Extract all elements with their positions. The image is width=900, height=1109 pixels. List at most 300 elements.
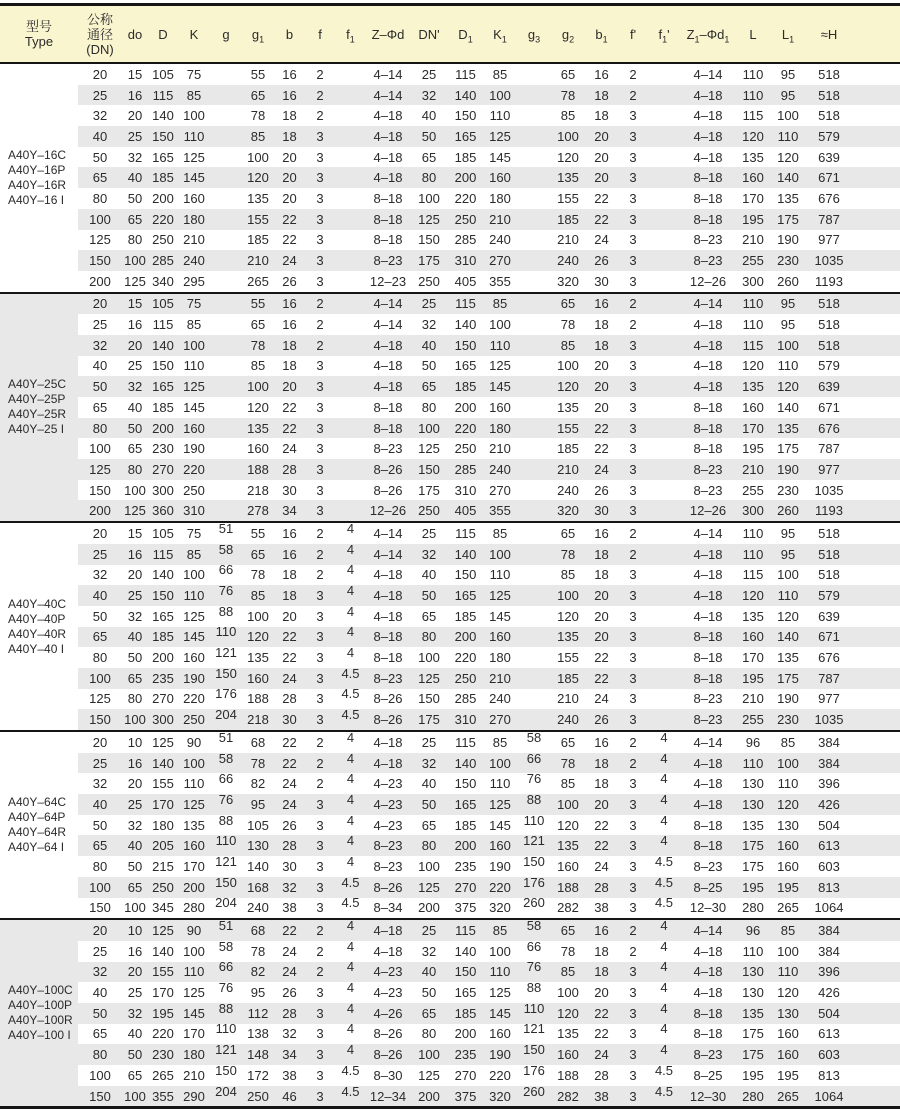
cell-f [305,438,335,459]
cell-f1-out [648,500,680,522]
cell-dn [78,167,122,188]
spacer-cell [852,647,900,668]
cell-l [736,356,770,377]
cell-value: 78 [250,567,266,583]
cell-value: 188 [557,1067,579,1083]
cell-z1-d1 [680,565,736,586]
cell-value: 115 [455,66,476,82]
cell-value: 115 [455,923,476,939]
cell-value: 32 [127,608,143,624]
cell-b [274,314,305,335]
table-row [0,815,900,836]
cell-f-out [618,438,648,459]
cell-z-d [366,773,410,794]
cell-value: 8–23 [693,691,723,707]
spacer-cell [852,962,900,983]
cell-l1 [770,356,806,377]
cell-value: 3 [629,858,637,874]
cell-dn-out [410,85,448,106]
cell-z1-d1 [680,438,736,459]
cell-d [148,271,178,293]
cell-d1 [448,856,483,877]
spacer-cell [852,1003,900,1024]
cell-f-out [618,356,648,377]
cell-value: 100 [418,650,440,666]
cell-dn [78,147,122,168]
column-header-k1: $K_1$ [483,5,517,64]
cell-l [736,606,770,627]
cell-value: 340 [152,273,174,289]
cell-dn-out [410,1065,448,1086]
cell-dn-out [410,480,448,501]
cell-dn-out [410,188,448,209]
cell-f1 [335,167,366,188]
cell-value: 135 [777,650,799,666]
cell-value: 32 [127,149,143,165]
cell-do [122,565,148,586]
cell-b1 [585,438,618,459]
cell-f [305,63,335,85]
cell-value: 85 [560,108,576,124]
cell-l [736,898,770,920]
cell-value: 100 [89,1067,111,1083]
cell-g3 [517,709,551,731]
cell-k1 [483,856,517,877]
cell-value: 110 [183,588,205,604]
cell-b [274,1003,305,1024]
cell-value: 255 [742,482,764,498]
cell-k [178,898,210,920]
cell-value: 250 [183,712,205,728]
cell-g [210,418,242,439]
cell-value: 3 [629,1005,637,1021]
cell-f-out [618,314,648,335]
cell-l1 [770,877,806,898]
cell-value: 218 [247,482,269,498]
cell-k [178,709,210,731]
cell-value: 85 [186,317,202,333]
cell-value: 100 [418,190,440,206]
cell-z1-d1 [680,794,736,815]
type-header-line: 型号 [25,19,52,34]
cell-k [178,773,210,794]
cell-value: 120 [247,399,269,415]
cell-l [736,544,770,565]
cell-value: 2 [316,546,324,562]
cell-value: 355 [152,1088,174,1104]
cell-d1 [448,689,483,710]
cell-f-out [618,689,648,710]
cell-do [122,898,148,920]
cell-value: 396 [818,776,840,792]
cell-value: 3 [316,588,324,604]
cell-value: 24 [594,858,609,874]
cell-b [274,418,305,439]
table-row [0,835,900,856]
cell-g2 [551,397,585,418]
cell-f-out [618,522,648,544]
cell-value: 4.5 [341,665,360,681]
cell-value: 125 [89,461,111,477]
cell-value: 15 [127,296,143,312]
cell-b [274,835,305,856]
cell-value: 210 [247,253,269,269]
cell-h [806,647,852,668]
cell-value: 150 [454,108,477,124]
cell-dn [78,962,122,983]
cell-k [178,63,210,85]
cell-f [305,689,335,710]
cell-value: 26 [594,253,609,269]
cell-value: 185 [454,1005,477,1021]
cell-value: 4–18 [693,964,723,980]
dn-header-line: 公称 [86,11,113,27]
cell-value: 18 [594,546,609,562]
cell-b1 [585,941,618,962]
cell-value: 85 [560,964,576,980]
cell-value: 3 [316,461,324,477]
cell-l [736,397,770,418]
cell-value: 195 [152,1005,174,1021]
cell-f-out [618,794,648,815]
spacer-cell [852,356,900,377]
cell-value: 3 [629,149,637,165]
cell-value: 160 [489,170,511,186]
cell-do [122,753,148,774]
cell-value: 65 [127,211,143,227]
cell-z-d [366,565,410,586]
cell-value: 50 [127,420,143,436]
cell-g [210,105,242,126]
cell-value: 110 [742,87,764,103]
cell-value: 3 [316,482,324,498]
cell-k [178,230,210,251]
cell-h [806,835,852,856]
cell-value: 671 [818,399,840,415]
cell-value: 50 [92,817,108,833]
cell-dn [78,397,122,418]
cell-g2 [551,919,585,941]
cell-value: 2 [629,66,637,82]
cell-f-out [618,459,648,480]
cell-value: 2 [316,964,324,980]
cell-d1 [448,1065,483,1086]
cell-value: 16 [127,943,143,959]
cell-d [148,709,178,731]
cell-l [736,418,770,439]
cell-z-d [366,271,410,293]
cell-g1 [242,438,274,459]
cell-value: 100 [89,879,111,895]
cell-value: 195 [742,879,764,895]
cell-g1 [242,147,274,168]
cell-d1 [448,63,483,85]
cell-g1 [242,877,274,898]
cell-k1 [483,500,517,522]
cell-b1 [585,627,618,648]
cell-value: 110 [215,1021,237,1037]
cell-f [305,606,335,627]
cell-k1 [483,835,517,856]
column-header-f1: $f_1$ [335,5,366,64]
cell-k1 [483,544,517,565]
cell-d [148,438,178,459]
cell-value: 3 [629,964,637,980]
cell-value: 676 [818,650,840,666]
cell-value: 165 [454,128,477,144]
cell-value: 18 [282,588,297,604]
cell-b [274,356,305,377]
cell-value: 88 [526,980,542,996]
cell-h [806,376,852,397]
cell-value: 150 [89,482,111,498]
table-row [0,1044,900,1065]
cell-value: 8–26 [373,482,403,498]
cell-h [806,293,852,315]
cell-dn [78,480,122,501]
cell-value: 135 [742,608,764,624]
cell-value: 22 [282,629,297,645]
cell-value: 125 [489,358,511,374]
cell-b [274,293,305,315]
cell-l [736,794,770,815]
cell-do [122,1044,148,1065]
cell-k1 [483,585,517,606]
cell-value: 185 [557,670,579,686]
cell-value: 50 [421,588,437,604]
cell-value: 110 [215,833,237,849]
cell-f-out [618,1003,648,1024]
cell-g [210,438,242,459]
cell-z1-d1 [680,773,736,794]
cell-z1-d1 [680,544,736,565]
cell-b1 [585,647,618,668]
column-header-f-out: f' [618,5,648,64]
cell-value: 3 [629,211,637,227]
cell-value: 190 [777,691,799,707]
cell-d [148,230,178,251]
table-row [0,606,900,627]
column-header-z-d: Z–Φd [366,5,410,64]
cell-l [736,85,770,106]
cell-d [148,209,178,230]
cell-value: 130 [742,985,764,1001]
cell-value: 4 [660,959,668,975]
cell-value: 1064 [814,1088,844,1104]
cell-l1 [770,209,806,230]
cell-value: 100 [557,358,579,374]
cell-value: 4–14 [373,66,403,82]
cell-value: 110 [777,776,799,792]
cell-value: 140 [454,943,477,959]
cell-value: 210 [742,691,764,707]
cell-value: 4–23 [373,776,403,792]
cell-value: 160 [557,858,579,874]
cell-value: 3 [629,650,637,666]
cell-value: 100 [777,337,799,353]
cell-k [178,167,210,188]
cell-value: 220 [152,1026,174,1042]
cell-g2 [551,1086,585,1108]
cell-value: 165 [454,358,477,374]
cell-d [148,835,178,856]
cell-g1 [242,565,274,586]
cell-value: 140 [454,546,477,562]
cell-g3 [517,397,551,418]
spacer-cell [852,753,900,774]
cell-value: 18 [282,567,297,583]
cell-f1 [335,105,366,126]
cell-value: 518 [818,66,840,82]
spacer-cell [852,209,900,230]
cell-value: 3 [316,190,324,206]
cell-b1 [585,1086,618,1108]
cell-f-out [618,919,648,941]
cell-f1-out [648,565,680,586]
spacer-cell [852,271,900,293]
cell-g1 [242,356,274,377]
cell-value: 220 [489,879,511,895]
cell-l1 [770,689,806,710]
cell-value: 518 [818,296,840,312]
cell-g1 [242,293,274,315]
cell-value: 200 [152,420,174,436]
cell-value: 20 [92,66,108,82]
cell-value: 65 [92,399,108,415]
cell-value: 8–18 [693,1005,723,1021]
table-row [0,376,900,397]
cell-d [148,105,178,126]
cell-value: 145 [183,170,205,186]
cell-value: 100 [124,1088,146,1104]
cell-value: 75 [186,525,202,541]
cell-value: 8–18 [373,650,403,666]
cell-value: 80 [421,1026,437,1042]
cell-g3 [517,293,551,315]
cell-h [806,500,852,522]
cell-value: 4–18 [693,943,723,959]
cell-k [178,1086,210,1108]
cell-value: 100 [777,108,799,124]
cell-b [274,982,305,1003]
cell-value: 85 [560,337,576,353]
cell-value: 135 [742,817,764,833]
cell-k [178,794,210,815]
cell-value: 32 [421,87,437,103]
spacer-cell [852,126,900,147]
cell-g1 [242,188,274,209]
cell-k [178,668,210,689]
cell-value: 16 [127,87,143,103]
cell-z1-d1 [680,627,736,648]
cell-value: 125 [183,149,205,165]
cell-dn [78,293,122,315]
cell-value: 300 [742,273,764,289]
cell-value: 18 [594,776,609,792]
cell-f1 [335,895,366,920]
cell-z-d [366,459,410,480]
cell-l [736,709,770,731]
cell-f [305,188,335,209]
cell-value: 160 [489,399,511,415]
cell-value: 100 [247,379,269,395]
cell-value: 4–18 [693,108,723,124]
cell-value: 160 [489,629,511,645]
cell-value: 65 [560,296,576,312]
cell-z1-d1 [680,85,736,106]
cell-f-out [618,731,648,753]
cell-z1-d1 [680,835,736,856]
cell-k [178,209,210,230]
cell-value: 4–18 [693,149,723,165]
cell-d [148,1086,178,1108]
cell-value: 85 [250,128,266,144]
cell-d [148,565,178,586]
cell-f1 [335,314,366,335]
cell-value: 4 [346,645,355,661]
cell-k1 [483,627,517,648]
cell-value: 4 [660,729,668,745]
cell-dn-out [410,230,448,251]
cell-value: 4.5 [654,874,674,890]
cell-k [178,856,210,877]
cell-value: 120 [777,149,799,165]
cell-k [178,982,210,1003]
cell-value: 4–18 [373,923,403,939]
cell-z1-d1 [680,188,736,209]
cell-value: 3 [629,900,637,916]
cell-value: 135 [247,420,269,436]
cell-f-out [618,188,648,209]
cell-value: 8–18 [693,190,723,206]
cell-value: 260 [777,273,799,289]
cell-b [274,585,305,606]
cell-value: 8–30 [373,1067,403,1083]
cell-value: 200 [454,629,477,645]
cell-value: 20 [282,190,297,206]
cell-value: 25 [92,87,108,103]
spacer-cell [852,85,900,106]
cell-d1 [448,877,483,898]
cell-do [122,815,148,836]
cell-value: 1035 [814,253,844,269]
cell-value: 88 [526,791,542,807]
cell-value: 121 [215,853,237,869]
cell-z-d [366,753,410,774]
cell-value: 55 [250,296,266,312]
cell-value: 4 [346,1021,355,1037]
cell-value: 518 [818,337,840,353]
cell-d [148,500,178,522]
cell-value: 85 [492,525,508,541]
cell-z-d [366,1003,410,1024]
table-row [0,293,900,315]
cell-f-out [618,1024,648,1045]
cell-k1 [483,689,517,710]
cell-value: 3 [316,817,324,833]
cell-dn-out [410,397,448,418]
cell-value: 135 [557,629,579,645]
cell-dn [78,606,122,627]
cell-value: 4–18 [373,108,403,124]
cell-value: 4 [346,771,355,787]
cell-b [274,147,305,168]
cell-value: 285 [454,461,477,477]
cell-value: 125 [183,379,205,395]
cell-value: 66 [218,771,234,787]
cell-value: 4 [346,938,355,954]
cell-f [305,794,335,815]
